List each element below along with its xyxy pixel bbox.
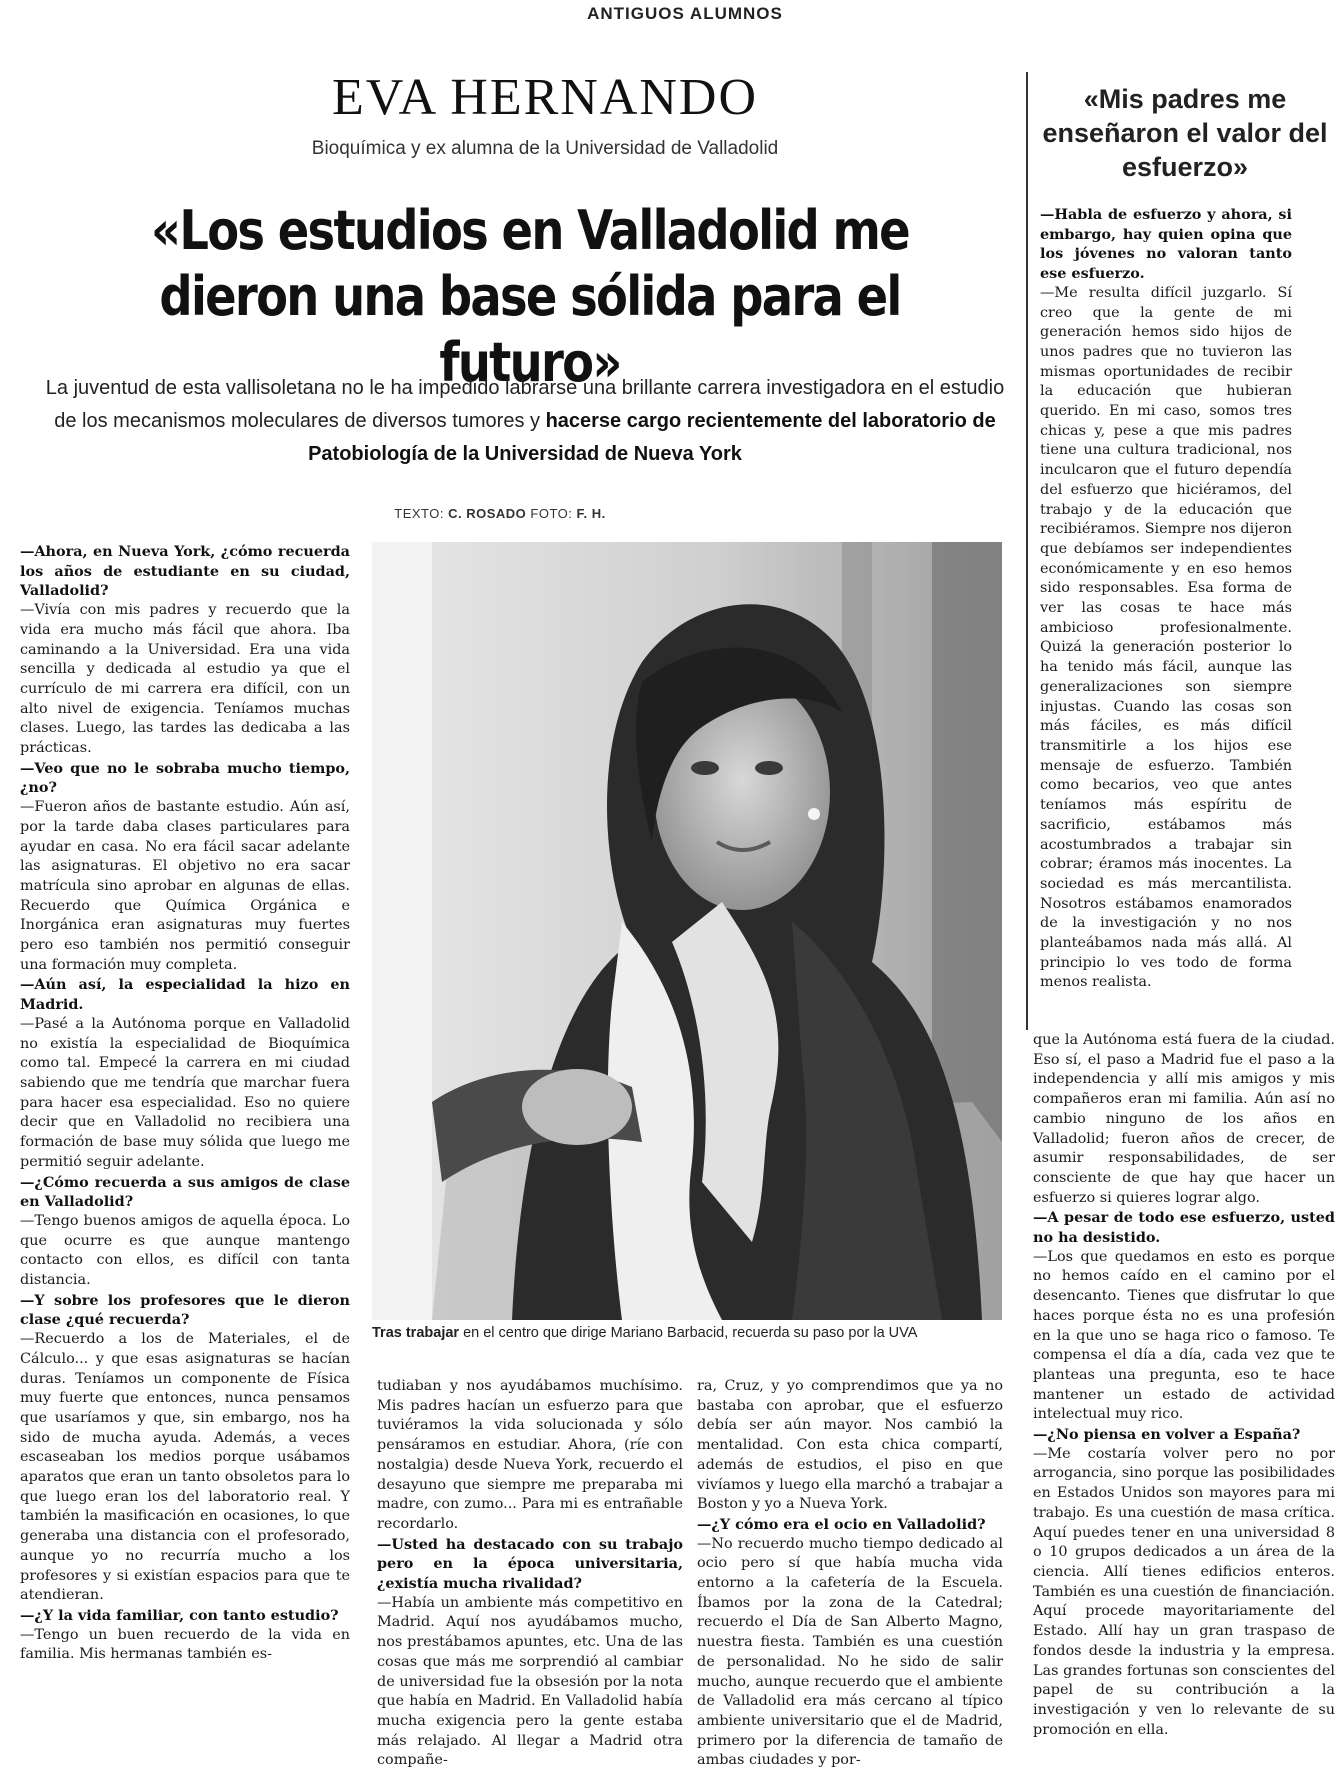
answer: —Pasé a la Autónoma porque en Valladolid no existía la especialidad de Bioquímica como tal. Empecé la carrera en mi ciudad sabiendo que me tendría que marchar fuera para hacer esa especialidad. Eso no quiere decir que en Valladolid no recibiera una formación de base muy sólida que luego me permitió seguir adelante.: [20, 1015, 350, 1170]
article-column-3: [697, 1377, 1003, 1769]
caption-text: en el centro que dirige Mariano Barbacid, recuerda su paso por la UVA: [459, 1325, 918, 1341]
article-column-4: [1033, 1031, 1335, 1764]
question: —¿Cómo recuerda a sus amigos de clase en Valladolid?: [20, 1173, 350, 1211]
standfirst-bold: hacerse cargo recientemente del laboratorio de Patobiología de la Universidad de Nueva York: [308, 410, 996, 465]
question: —¿Y cómo era el ocio en Valladolid?: [697, 1515, 986, 1533]
standfirst: [40, 372, 1010, 471]
answer: —Tengo buenos amigos de aquella época. Lo que ocurre es que aunque mantengo contacto con ellos, es difícil con tanta distancia.: [20, 1212, 350, 1289]
column-divider: [1026, 72, 1028, 1030]
question: —Habla de esfuerzo y ahora, si embargo, hay quien opina que los jóvenes no valoran tanto ese esfuerzo.: [1040, 206, 1292, 283]
answer: que la Autónoma está fuera de la ciudad. Eso sí, el paso a Madrid fue el paso a la independencia y allí mis amigos y mis compañeros eran mi familia. Aún así no cambio ninguno de los años en Valladolid; fueron años de crecer, de asumir responsabilidades, de ser consciente de que hay que hacer un esfuerzo si quieres lograr algo.: [1033, 1032, 1335, 1206]
photo-author: F. H.: [576, 506, 606, 521]
answer: tudiaban y nos ayudábamos muchísimo. Mis padres hacían un esfuerzo para que tuviéramos la vida solucionada y sólo pensáramos en estudiar. Ahora, (ríe con nostalgia) desde Nueva York, recuerdo el desayuno que siempre me preparaba mi madre, con zumo... Para mi es entrañable recordarlo.: [377, 1378, 683, 1532]
answer: —Me costaría volver pero no por arrogancia, sino porque las posibilidades en Estados Unidos son mayores para mi trabajo. Es una cuestión de masa crítica. Aquí puedes tener en una universidad 8 o 10 grupos dedicados a un área de la ciencia. Allí tienes edificios enteros. También es una cuestión de financiación. Aquí procede mayoritariamente del Estado. Allí hay un gran traspaso de fondos desde la industria y la empresa. Las grandes fortunas son conscientes del papel de su contribución a la investigación y ven lo relevante de su promoción en ella.: [1033, 1445, 1335, 1738]
answer: —Vivía con mis padres y recuerdo que la vida era mucho más fácil que ahora. Iba caminando a la Universidad. Era una vida sencilla y dedicada al estudio ya que el currículo de mi carrera era difícil, con un alto nivel de exigencia. Teníamos muchas clases. Luego, las tardes las dedicaba a las prácticas.: [20, 602, 350, 757]
question: —A pesar de todo ese esfuerzo, usted no ha desistido.: [1033, 1209, 1335, 1247]
portrait-illustration: [372, 542, 1002, 1320]
question: —Usted ha destacado con su trabajo pero en la época universitaria, ¿existía mucha rivalidad?: [377, 1535, 683, 1593]
text-label: TEXTO:: [394, 506, 444, 521]
portrait-photo: [372, 542, 1002, 1320]
photo-label: FOTO:: [530, 506, 573, 521]
answer: —Los que quedamos en esto es porque no hemos caído en el camino por el desencanto. Tienes que disfrutar lo que haces porque ésta no es una profesión en la que uno se haga rico o famoso. Te compensa el día a día, cada vez que te planteas una pregunta, eso te hace mantener un estado de actividad intelectual muy rico.: [1033, 1248, 1335, 1423]
headline: «Los estudios en Valladolid me dieron una base sólida para el futuro»: [151, 199, 909, 394]
question: —Ahora, en Nueva York, ¿cómo recuerda los años de estudiante en su ciudad, Valladolid?: [20, 543, 350, 600]
answer: ra, Cruz, y yo comprendimos que ya no bastaba con aprobar, que el esfuerzo debía ser aún mayor. Nos cambió la mentalidad. Con esta chica compartí, además de estudios, el piso en que vivíamos y luego ella marchó a trabajar a Boston y yo a Nueva York.: [697, 1378, 1003, 1513]
question: —Aún así, la especialidad la hizo en Madrid.: [20, 976, 350, 1014]
interviewee-name: EVA HERNANDO: [331, 69, 759, 126]
article-column-1: [20, 542, 350, 1760]
sidebar-heading: «Mis padres me enseñaron el valor del esfuerzo»: [1042, 84, 1328, 182]
credits: [300, 506, 700, 521]
photo-caption: [372, 1325, 1012, 1341]
answer: —Recuerdo a los de Materiales, el de Cálculo... y que esas asignaturas se hacían duras. Teníamos un componente de Física muy fuerte que entonces, nunca pensamos que usaríamos y que, sin embargo, nos ha sido de mucha ayuda. Además, a veces escaseaban los medios porque usábamos aparatos que eran un tanto obsoletos para lo que luego eran los del laboratorio real. Y también la masificación en ocasiones, lo que generaba una distancia con el profesorado, aunque yo no recurría mucho a los profesores y si existían espacios para que te atendieran.: [20, 1331, 350, 1604]
standfirst-text: La juventud de esta vallisoletana no le ha impedido labrarse una brillante carrera investigadora en el estudio de los mecanismos moleculares de diversos tumores y: [45, 377, 1005, 432]
answer: —Había un ambiente más competitivo en Madrid. Aquí nos ayudábamos mucho, nos prestábamos apuntes, etc. Una de las cosas que más me sorprendió al cambiar de universidad fue la obsesión por la nota que había en Madrid. En Valladolid había mucha exigencia pero la gente estaba más relajado. Al llegar a Madrid otra compañe-: [377, 1594, 683, 1769]
article-column-2: [377, 1377, 683, 1769]
section-label: ANTIGUOS ALUMNOS: [587, 4, 783, 23]
answer: —Fueron años de bastante estudio. Aún así, por la tarde daba clases particulares para ayudar en casa. No era fácil sacar adelante las asignaturas. El objetivo no era sacar matrícula sino aprobar en algunas de ellas. Recuerdo que Química Orgánica e Inorgánica eran asignaturas muy fuertes pero eso también nos permitió conseguir una formación muy completa.: [20, 799, 350, 973]
question: —¿Y la vida familiar, con tanto estudio?: [20, 1606, 339, 1624]
caption-bold: Tras trabajar: [372, 1325, 460, 1341]
answer: —Me resulta difícil juzgarlo. Sí creo que la gente de mi generación hemos sido hijos de unos padres que no tuvieron las mismas oportunidades de recibir la educación que hubieran querido. En mi caso, somos tres chicas y, pese a que mis padres tiene una cultura tradicional, nos inculcaron que el futuro dependía del esfuerzo que hiciéramos, del trabajo y de la educación que recibiéramos. Siempre nos dijeron que debíamos ser independientes económicamente y en eso hemos sido responsables. Esa forma de ver las cosas te hace más ambicioso profesionalmente. Quizá la generación posterior lo ha tenido más fácil, aunque las generalizaciones son siempre injustas. Cuando las cosas son más fáciles, es más difícil transmitirle a los hijos ese mensaje de esfuerzo. También como becarios, veo que antes teníamos más espíritu de sacrificio, estábamos más acostumbrados a trabajar sin cobrar; éramos más inocentes. La sociedad es más mercantilista. Nosotros estábamos enamorados de la investigación y no nos planteábamos nada más allá. Al principio lo ves todo de forma menos realista.: [1040, 284, 1292, 991]
answer: —No recuerdo mucho tiempo dedicado al ocio pero sí que había mucha vida entorno a la cafetería de la Escuela. Íbamos por la zona de la Catedral; recuerdo el Día de San Alberto Magno, nuestra fiesta. También es una cuestión de personalidad. No he sido de salir mucho, aunque recuerdo que el ambiente de Valladolid era más cercano al típico ambiente universitario que el de Madrid, primero por la diferencia de tamaño de ambas ciudades y por-: [697, 1535, 1003, 1769]
subtitle: Bioquímica y ex alumna de la Universidad de Valladolid: [311, 138, 779, 159]
question: —Y sobre los profesores que le dieron clase ¿qué recuerda?: [20, 1291, 350, 1329]
sidebar-column: [1040, 205, 1292, 1005]
answer: —Tengo un buen recuerdo de la vida en familia. Mis hermanas también es-: [20, 1626, 350, 1663]
question: —Veo que no le sobraba mucho tiempo, ¿no?: [20, 759, 350, 797]
question: —¿No piensa en volver a España?: [1033, 1426, 1301, 1444]
text-author: C. ROSADO: [448, 506, 527, 521]
